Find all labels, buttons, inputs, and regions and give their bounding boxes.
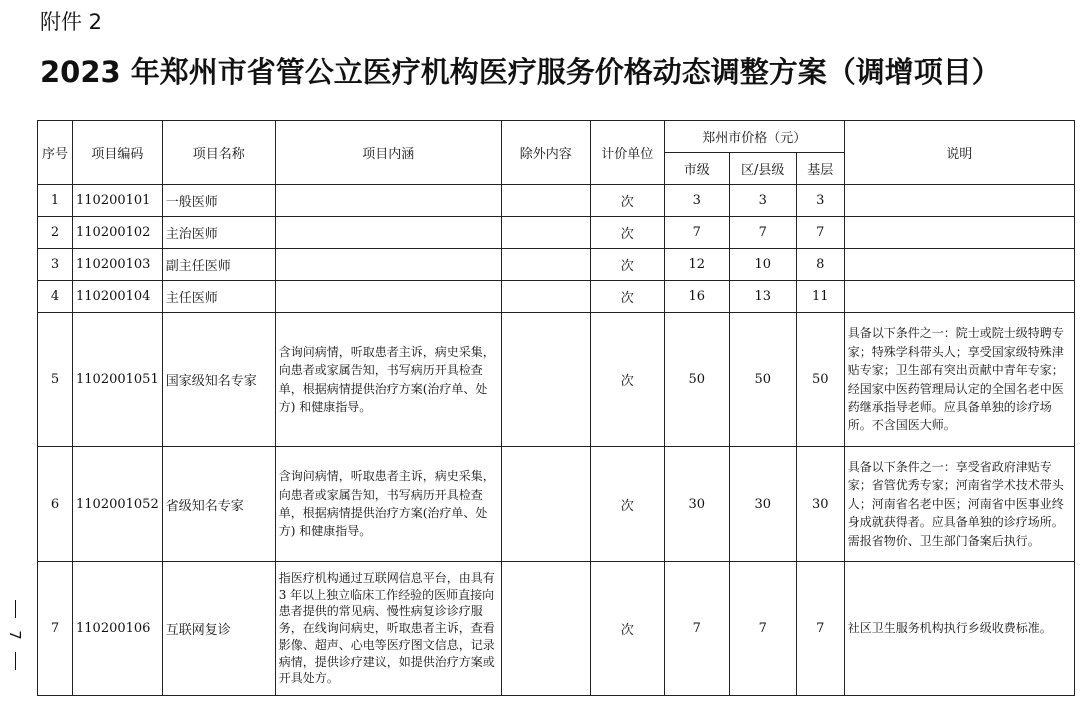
cell-seq: 3 (38, 249, 73, 281)
cell-code: 110200106 (73, 562, 163, 696)
cell-note (844, 281, 1074, 313)
cell-name: 一般医师 (162, 185, 275, 217)
cell-grassroots-price: 7 (796, 217, 844, 249)
header-district: 区/县级 (729, 153, 796, 185)
attachment-label: 附件 2 (40, 10, 103, 34)
cell-name: 主任医师 (162, 281, 275, 313)
cell-content (275, 185, 501, 217)
table-row (38, 281, 1075, 313)
cell-code: 110200101 (73, 185, 163, 217)
cell-excluded (501, 562, 590, 696)
cell-note: 具备以下条件之一：院士或院士级特聘专家；特殊学科带头人；享受国家级特殊津贴专家；卫生部有突出贡献中青年专家；经国家中医药管理局认定的全国名老中医药继承指导老师。应具备单独的诊疗场所。不含国医大师。 (844, 313, 1074, 447)
cell-excluded (501, 281, 590, 313)
cell-seq: 2 (38, 217, 73, 249)
table-row (38, 217, 1075, 249)
cell-content: 含询问病情，听取患者主诉，病史采集，向患者或家属告知，书写病历开具检查单，根据病情提供治疗方案(治疗单、处方) 和健康指导。 (275, 447, 501, 562)
cell-unit: 次 (590, 217, 664, 249)
cell-seq: 6 (38, 447, 73, 562)
cell-unit: 次 (590, 281, 664, 313)
cell-unit: 次 (590, 562, 664, 696)
header-name: 项目名称 (162, 121, 275, 185)
header-grassroots: 基层 (796, 153, 844, 185)
header-price-group: 郑州市价格（元） (664, 121, 844, 153)
cell-grassroots-price: 11 (796, 281, 844, 313)
cell-district-price: 7 (729, 217, 796, 249)
page-number-dash-top (15, 600, 16, 618)
cell-excluded (501, 447, 590, 562)
cell-note (844, 249, 1074, 281)
cell-district-price: 30 (729, 447, 796, 562)
header-excluded: 除外内容 (501, 121, 590, 185)
cell-city-price: 50 (664, 313, 729, 447)
cell-seq: 1 (38, 185, 73, 217)
page-number (2, 597, 28, 673)
cell-excluded (501, 185, 590, 217)
cell-grassroots-price: 3 (796, 185, 844, 217)
cell-name: 副主任医师 (162, 249, 275, 281)
cell-district-price: 50 (729, 313, 796, 447)
cell-note: 社区卫生服务机构执行乡级收费标准。 (844, 562, 1074, 696)
header-note: 说明 (844, 121, 1074, 185)
header-unit: 计价单位 (590, 121, 664, 185)
cell-district-price: 13 (729, 281, 796, 313)
cell-city-price: 12 (664, 249, 729, 281)
table-row (38, 185, 1075, 217)
page-title: 2023 年郑州市省管公立医疗机构医疗服务价格动态调整方案（调增项目） (40, 55, 1001, 89)
cell-content (275, 249, 501, 281)
cell-unit: 次 (590, 447, 664, 562)
cell-name: 国家级知名专家 (162, 313, 275, 447)
table-row (38, 249, 1075, 281)
cell-note (844, 185, 1074, 217)
cell-note: 具备以下条件之一：享受省政府津贴专家；省管优秀专家；河南省学术技术带头人；河南省名老中医；河南省中医事业终身成就获得者。应具备单独的诊疗场所。需报省物价、卫生部门备案后执行。 (844, 447, 1074, 562)
header-content: 项目内涵 (275, 121, 501, 185)
cell-code: 1102001051 (73, 313, 163, 447)
cell-city-price: 7 (664, 217, 729, 249)
header-city: 市级 (664, 153, 729, 185)
cell-district-price: 3 (729, 185, 796, 217)
cell-excluded (501, 313, 590, 447)
cell-name: 省级知名专家 (162, 447, 275, 562)
cell-seq: 7 (38, 562, 73, 696)
cell-code: 110200104 (73, 281, 163, 313)
cell-name: 主治医师 (162, 217, 275, 249)
cell-city-price: 7 (664, 562, 729, 696)
cell-code: 110200102 (73, 217, 163, 249)
cell-unit: 次 (590, 249, 664, 281)
cell-grassroots-price: 7 (796, 562, 844, 696)
cell-city-price: 3 (664, 185, 729, 217)
cell-code: 110200103 (73, 249, 163, 281)
cell-code: 1102001052 (73, 447, 163, 562)
page-number-digit: 7 (6, 630, 24, 640)
cell-excluded (501, 249, 590, 281)
cell-unit: 次 (590, 185, 664, 217)
cell-city-price: 30 (664, 447, 729, 562)
cell-seq: 4 (38, 281, 73, 313)
cell-name: 互联网复诊 (162, 562, 275, 696)
cell-unit: 次 (590, 313, 664, 447)
cell-district-price: 10 (729, 249, 796, 281)
header-code: 项目编码 (73, 121, 163, 185)
cell-grassroots-price: 8 (796, 249, 844, 281)
cell-content (275, 217, 501, 249)
cell-note (844, 217, 1074, 249)
cell-content (275, 281, 501, 313)
cell-content: 指医疗机构通过互联网信息平台，由具有 3 年以上独立临床工作经验的医师直接向患者提供的常见病、慢性病复诊诊疗服务，在线询问病史，听取患者主诉，查看影像、超声、心电等医疗图文信息，记录病情，提供诊疗建议，如提供治疗方案或开具处方。 (275, 562, 501, 696)
header-seq: 序号 (38, 121, 73, 185)
cell-seq: 5 (38, 313, 73, 447)
price-table (37, 120, 1075, 696)
cell-grassroots-price: 30 (796, 447, 844, 562)
table-row (38, 562, 1075, 696)
table-row (38, 447, 1075, 562)
cell-grassroots-price: 50 (796, 313, 844, 447)
cell-content: 含询问病情，听取患者主诉，病史采集，向患者或家属告知，书写病历开具检查单，根据病情提供治疗方案(治疗单、处方) 和健康指导。 (275, 313, 501, 447)
table-row (38, 313, 1075, 447)
cell-district-price: 7 (729, 562, 796, 696)
cell-city-price: 16 (664, 281, 729, 313)
cell-excluded (501, 217, 590, 249)
page-number-dash-bottom (15, 652, 16, 670)
